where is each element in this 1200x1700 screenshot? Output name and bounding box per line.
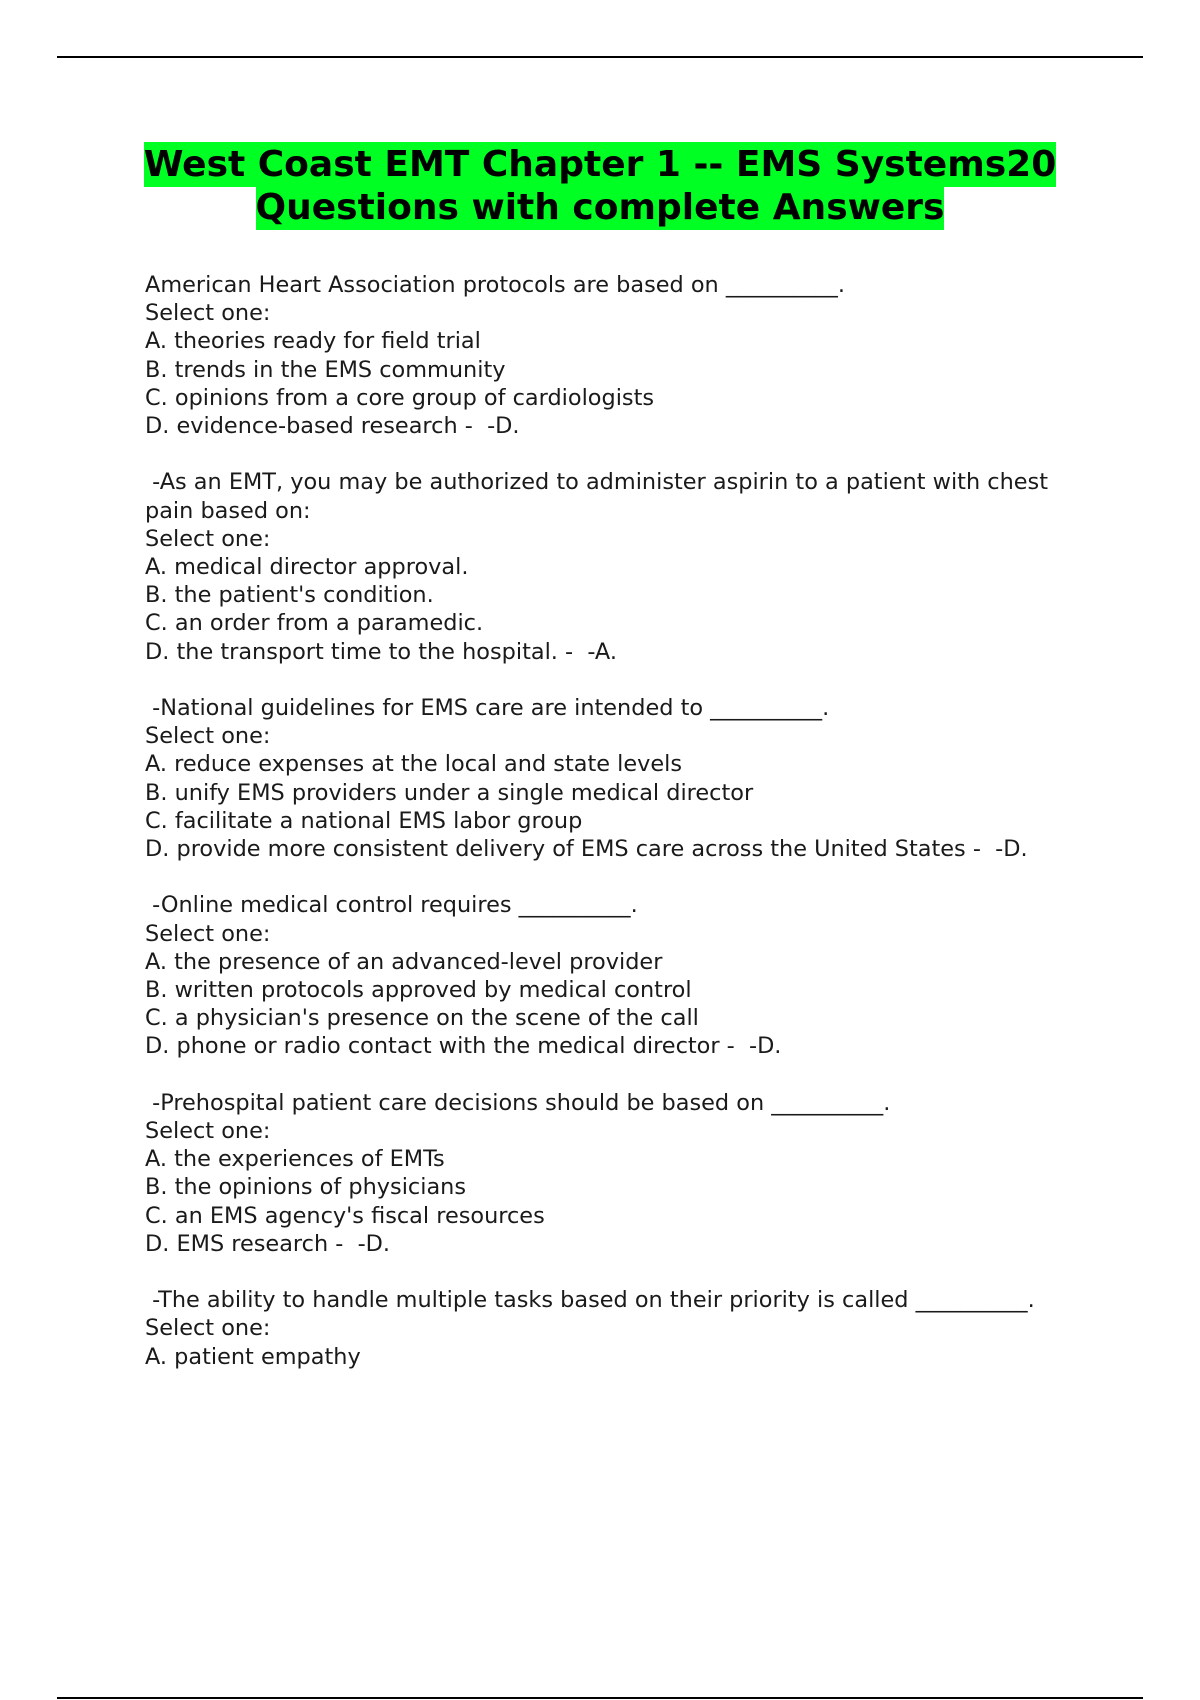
bottom-rule bbox=[57, 1697, 1143, 1699]
question-prompt: Select one: bbox=[145, 920, 271, 947]
top-rule bbox=[57, 56, 1143, 58]
question-item bbox=[145, 1089, 1085, 1258]
answer-option: B. written protocols approved by medical control bbox=[145, 977, 692, 1004]
answer-option: B. the patient's condition. bbox=[145, 582, 434, 609]
answer-option: A. patient empathy bbox=[145, 1343, 361, 1370]
question-item bbox=[145, 891, 1085, 1060]
answer-option: B. the opinions of physicians bbox=[145, 1174, 467, 1201]
title-line-1: West Coast EMT Chapter 1 -- EMS Systems20 bbox=[143, 144, 1057, 185]
question-item bbox=[145, 271, 1085, 440]
answer-option: B. trends in the EMS community bbox=[145, 356, 506, 383]
answer-option: D. phone or radio contact with the medical director - -D. bbox=[145, 1033, 782, 1060]
answer-option: D. EMS research - -D. bbox=[145, 1230, 391, 1257]
answer-option: A. the presence of an advanced-level provider bbox=[145, 948, 663, 975]
answer-option: C. a physician's presence on the scene of the call bbox=[145, 1005, 699, 1032]
answer-option: D. evidence-based research - -D. bbox=[145, 413, 520, 440]
answer-option: C. an EMS agency's fiscal resources bbox=[145, 1202, 545, 1229]
question-prompt: Select one: bbox=[145, 1118, 271, 1145]
question-stem: -National guidelines for EMS care are intended to __________. bbox=[145, 695, 830, 722]
answer-option: D. the transport time to the hospital. - -A. bbox=[145, 638, 617, 665]
title-line-2: Questions with complete Answers bbox=[255, 187, 945, 228]
question-item bbox=[145, 468, 1085, 665]
question-stem: American Heart Association protocols are based on __________. bbox=[145, 272, 845, 298]
question-prompt: Select one: bbox=[145, 1315, 271, 1342]
answer-option: A. medical director approval. bbox=[145, 554, 469, 581]
answer-option: C. opinions from a core group of cardiologists bbox=[145, 384, 655, 411]
document-title bbox=[0, 143, 1200, 229]
answer-option: C. facilitate a national EMS labor group bbox=[145, 807, 583, 834]
question-list bbox=[145, 271, 1085, 1399]
answer-option: B. unify EMS providers under a single medical director bbox=[145, 779, 754, 806]
question-stem: -Online medical control requires __________. bbox=[145, 892, 638, 919]
answer-option: A. theories ready for field trial bbox=[145, 328, 481, 355]
question-prompt: Select one: bbox=[145, 300, 271, 327]
question-stem: -Prehospital patient care decisions should be based on __________. bbox=[145, 1089, 891, 1116]
answer-option: C. an order from a paramedic. bbox=[145, 610, 484, 637]
question-item bbox=[145, 1286, 1085, 1371]
question-stem: -The ability to handle multiple tasks based on their priority is called __________. bbox=[145, 1287, 1035, 1314]
question-prompt: Select one: bbox=[145, 525, 271, 552]
question-item bbox=[145, 694, 1085, 863]
answer-option: A. reduce expenses at the local and state levels bbox=[145, 751, 683, 778]
answer-option: D. provide more consistent delivery of EMS care across the United States - -D. bbox=[145, 836, 1028, 863]
question-prompt: Select one: bbox=[145, 723, 271, 750]
question-stem: -As an EMT, you may be authorized to administer aspirin to a patient with chest pain based on: bbox=[145, 469, 1056, 524]
answer-option: A. the experiences of EMTs bbox=[145, 1146, 445, 1173]
